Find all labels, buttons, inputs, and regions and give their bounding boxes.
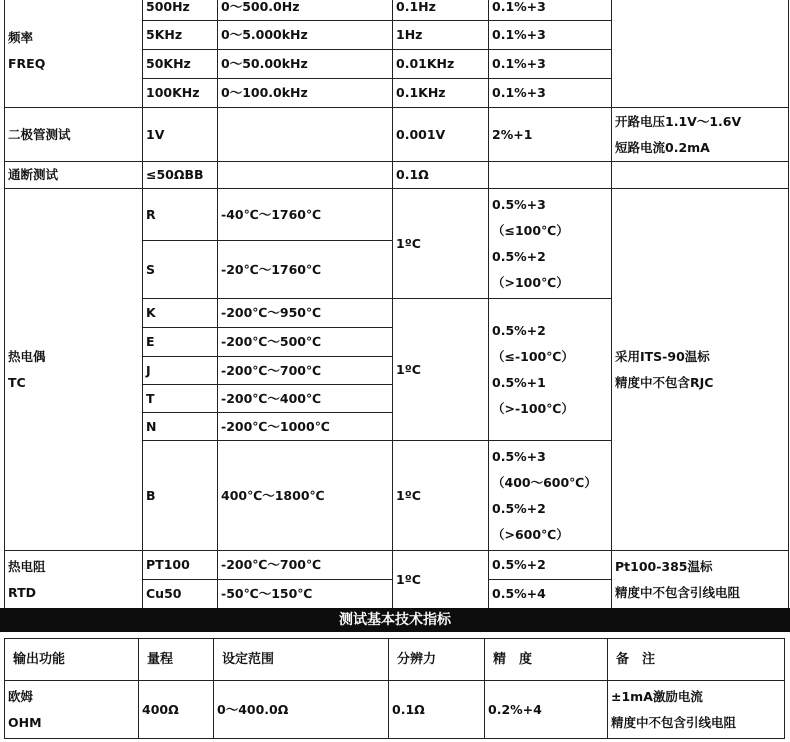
tc-acc-line: 0.5%+2 (492, 322, 546, 338)
ohm-set: 0～400.0Ω (214, 681, 389, 739)
tc-acc-line: （400～600℃） (492, 474, 597, 490)
rtd-acc: 0.5%+4 (489, 580, 612, 609)
ohm-acc: 0.2%+4 (485, 681, 608, 739)
freq-function-cn: 频率 (8, 29, 34, 45)
rtd-function-cell (5, 551, 143, 609)
rtd-function-cn: 热电阻 (8, 558, 46, 574)
ohm-row (5, 681, 785, 739)
freq-acc: 0.1%+3 (489, 79, 612, 108)
ohm-function-en: OHM (8, 714, 42, 730)
continuity-range: ≤50ΩBB (143, 162, 218, 189)
rtd-range: PT100 (143, 551, 218, 580)
tc-set: -200℃～500℃ (218, 328, 393, 357)
tc-acc-line: （≤-100℃） (492, 348, 574, 364)
freq-set: 0～50.00kHz (218, 50, 393, 79)
continuity-note (612, 162, 789, 189)
ohm-note-line: 精度中不包含引线电阻 (611, 714, 737, 730)
rtd-note-line: 精度中不包含引线电阻 (615, 584, 741, 600)
tc-acc-line: 0.5%+2 (492, 248, 546, 264)
rtd-note-line: Pt100-385温标 (615, 558, 713, 574)
tc-type: R (143, 189, 218, 241)
diode-function: 二极管测试 (5, 108, 143, 162)
rtd-set: -200℃～700℃ (218, 551, 393, 580)
freq-res: 0.1Hz (393, 0, 489, 21)
freq-range: 50KHz (143, 50, 218, 79)
diode-acc: 2%+1 (489, 108, 612, 162)
diode-note (612, 108, 789, 162)
spec-table-top (4, 0, 789, 609)
tc-set: -200℃～950℃ (218, 299, 393, 328)
tc-type: S (143, 241, 218, 299)
tc-acc-line: 0.5%+3 (492, 196, 546, 212)
tc-acc-line: （>-100℃） (492, 400, 574, 416)
freq-range: 500Hz (143, 0, 218, 21)
tc-note-line: 采用ITS-90温标 (615, 348, 710, 364)
tc-acc (489, 189, 612, 299)
rtd-function-en: RTD (8, 584, 36, 600)
tc-set: -200℃～400℃ (218, 385, 393, 413)
tc-acc-line: （>100℃） (492, 274, 569, 290)
freq-range: 5KHz (143, 21, 218, 50)
header-set: 设定范围 (214, 639, 389, 681)
diode-range: 1V (143, 108, 218, 162)
freq-row (5, 0, 789, 21)
ohm-function-cell (5, 681, 139, 739)
freq-acc: 0.1%+3 (489, 0, 612, 21)
ohm-res: 0.1Ω (389, 681, 485, 739)
tc-note (612, 189, 789, 551)
header-acc: 精 度 (485, 639, 608, 681)
tc-res: 1ºC (393, 189, 489, 299)
diode-note-line: 开路电压1.1V～1.6V (615, 113, 742, 129)
tc-acc (489, 441, 612, 551)
rtd-set: -50℃～150℃ (218, 580, 393, 609)
tc-set: 400℃～1800℃ (218, 441, 393, 551)
tc-acc-line: （≤100℃） (492, 222, 569, 238)
tc-set: -20℃～1760℃ (218, 241, 393, 299)
tc-type: N (143, 413, 218, 441)
rtd-acc: 0.5%+2 (489, 551, 612, 580)
freq-res: 0.01KHz (393, 50, 489, 79)
tc-acc-line: 0.5%+1 (492, 374, 546, 390)
ohm-note (608, 681, 785, 739)
freq-res: 1Hz (393, 21, 489, 50)
tc-acc-line: 0.5%+2 (492, 500, 546, 516)
continuity-res: 0.1Ω (393, 162, 489, 189)
tc-res: 1ºC (393, 441, 489, 551)
tc-note-line: 精度中不包含RJC (615, 374, 714, 390)
freq-function-cell (5, 0, 143, 108)
tc-function-cn: 热电偶 (8, 348, 46, 364)
header-function: 输出功能 (5, 639, 139, 681)
freq-res: 0.1KHz (393, 79, 489, 108)
ohm-note-line: ±1mA激励电流 (611, 688, 703, 704)
tc-acc-line: （>600℃） (492, 526, 569, 542)
diode-res: 0.001V (393, 108, 489, 162)
tc-type: K (143, 299, 218, 328)
header-range: 量程 (139, 639, 214, 681)
rtd-res: 1ºC (393, 551, 489, 609)
tc-type: T (143, 385, 218, 413)
freq-set: 0～5.000kHz (218, 21, 393, 50)
header-res: 分辨力 (389, 639, 485, 681)
tc-res: 1ºC (393, 299, 489, 441)
rtd-row (5, 551, 789, 580)
freq-note (612, 0, 789, 108)
tc-function-en: TC (8, 374, 26, 390)
spec-table-bottom (4, 638, 785, 739)
freq-set: 0～500.0Hz (218, 0, 393, 21)
continuity-set (218, 162, 393, 189)
diode-note-line: 短路电流0.2mA (615, 139, 710, 155)
continuity-acc (489, 162, 612, 189)
rtd-range: Cu50 (143, 580, 218, 609)
diode-row (5, 108, 789, 162)
freq-acc: 0.1%+3 (489, 21, 612, 50)
header-row (5, 639, 785, 681)
tc-acc (489, 299, 612, 441)
ohm-function-cn: 欧姆 (8, 688, 34, 704)
tc-type: J (143, 357, 218, 385)
continuity-function: 通断测试 (5, 162, 143, 189)
tc-set: -200℃～1000℃ (218, 413, 393, 441)
continuity-row (5, 162, 789, 189)
freq-range: 100KHz (143, 79, 218, 108)
diode-set (218, 108, 393, 162)
tc-set: -40℃～1760℃ (218, 189, 393, 241)
freq-acc: 0.1%+3 (489, 50, 612, 79)
freq-function-en: FREQ (8, 55, 46, 71)
tc-row (5, 189, 789, 241)
tc-type: E (143, 328, 218, 357)
rtd-note (612, 551, 789, 609)
header-note: 备 注 (608, 639, 785, 681)
tc-type: B (143, 441, 218, 551)
tc-function-cell (5, 189, 143, 551)
tc-set: -200℃～700℃ (218, 357, 393, 385)
ohm-range: 400Ω (139, 681, 214, 739)
tc-acc-line: 0.5%+3 (492, 448, 546, 464)
freq-set: 0～100.0kHz (218, 79, 393, 108)
section-banner: 测试基本技术指标 (0, 608, 790, 632)
